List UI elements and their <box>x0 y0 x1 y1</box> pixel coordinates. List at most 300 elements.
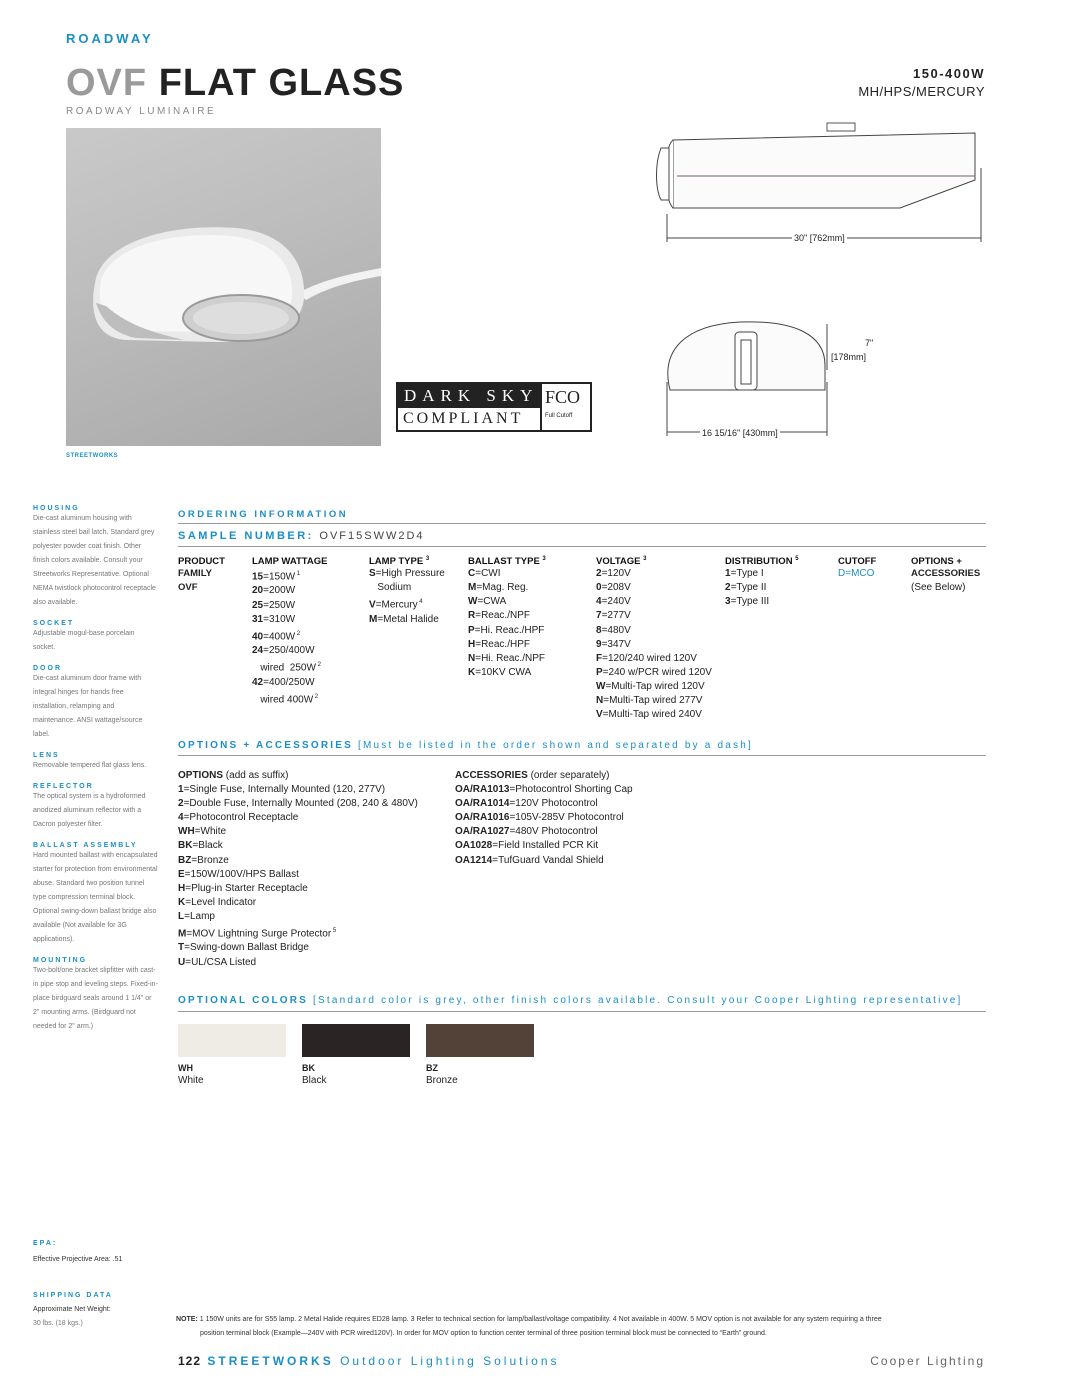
accessory-desc: =Photocontrol Shorting Cap <box>509 784 633 796</box>
option-desc: =Bronze <box>191 854 229 866</box>
option-item <box>178 868 448 882</box>
option-item <box>178 882 448 896</box>
option-code: M <box>178 928 187 940</box>
ordering-desc: =Mag. Reg. <box>476 582 529 594</box>
spec-heading: DOOR <box>33 665 62 672</box>
accessory-item <box>455 811 715 825</box>
ordering-code: 3 <box>725 596 731 608</box>
ordering-desc: (See Below) <box>911 582 966 594</box>
col-header-text: DISTRIBUTION <box>725 556 793 568</box>
ordering-line <box>911 567 991 581</box>
ordering-desc: =150W <box>263 571 296 583</box>
option-code: L <box>178 910 185 922</box>
accessories-list <box>455 769 715 868</box>
spec-text: Two-bolt/one bracket slipfitter with cast-in pipe stop and leveling steps. Fixed-in-place birdguard seals around 1 1/4" or 2" mounting arms. (Birdguard not needed for 2" arm.) <box>33 967 158 1030</box>
accessories-title-sub: (order separately) <box>530 770 610 781</box>
sidebar-specs <box>33 505 158 1034</box>
ordering-code: ACCESSORIES <box>911 568 981 579</box>
col-wattage <box>252 556 362 707</box>
sample-value: OVF15SWW2D4 <box>319 530 425 542</box>
ordering-desc: wired 400W <box>252 694 314 706</box>
swatch-color <box>178 1024 286 1057</box>
footnote-line-2: position terminal block (Example—240V with PCR wired120V). In order for MOV option to function center terminal of three position terminal block must be connected to “Earth” ground. <box>200 1330 767 1337</box>
dark-sky-badge <box>396 382 592 432</box>
ordering-line <box>252 676 362 690</box>
sample-rule <box>178 546 986 547</box>
options-list <box>178 769 448 970</box>
option-code: U <box>178 956 186 968</box>
ordering-code: 0 <box>596 582 602 594</box>
accessory-code: OA/RA1027 <box>455 826 510 838</box>
col-header <box>725 556 835 567</box>
shipping-value: 30 lbs. (18 kgs.) <box>33 1320 83 1327</box>
shipping-label: Approximate Net Weight: <box>33 1306 111 1313</box>
option-item <box>178 956 448 970</box>
ordering-line <box>468 624 588 638</box>
ordering-line <box>468 581 588 595</box>
spec-door <box>33 665 158 742</box>
option-item <box>178 839 448 853</box>
fco-label: FCO <box>545 387 581 407</box>
dark-sky-label: DARK SKY <box>404 386 539 405</box>
ordering-line <box>596 694 726 708</box>
ordering-code: P <box>468 624 475 636</box>
ordering-desc: =Reac./NPF <box>475 610 530 622</box>
ordering-desc: =250/400W <box>263 645 315 657</box>
option-code: BZ <box>178 854 192 866</box>
ordering-line <box>252 584 362 598</box>
spec-heading: MOUNTING <box>33 957 88 964</box>
ordering-line <box>252 644 362 658</box>
spec-lens <box>33 752 158 773</box>
ordering-line <box>596 595 726 609</box>
ordering-line <box>596 666 726 680</box>
col-header <box>596 556 726 567</box>
spec-text: Adjustable mogul-base porcelain socket. <box>33 630 135 651</box>
option-item <box>178 825 448 839</box>
option-desc: =UL/CSA Listed <box>185 956 257 968</box>
wattage-range: 150-400W <box>913 66 985 81</box>
col-header-sup: 3 <box>643 556 647 562</box>
ordering-line <box>252 567 362 584</box>
options-heading-note: [Must be listed in the order shown and separated by a dash] <box>358 740 753 751</box>
colors-rule <box>178 1011 986 1012</box>
accessory-desc: =120V Photocontrol <box>509 798 598 810</box>
product-photo <box>66 128 381 446</box>
ordering-code: 42 <box>252 676 264 688</box>
ordering-line <box>369 595 469 612</box>
col-header-sup: 3 <box>425 556 430 562</box>
colors-heading-text: OPTIONAL COLORS <box>178 995 309 1006</box>
option-desc: =Plug-in Starter Receptacle <box>185 882 308 894</box>
ordering-desc: =200W <box>263 585 296 597</box>
ordering-line <box>468 652 588 666</box>
spec-heading: SOCKET <box>33 620 75 627</box>
option-desc: =White <box>194 826 227 838</box>
accessory-code: OA/RA1013 <box>455 784 510 796</box>
ordering-code: 8 <box>596 624 602 636</box>
spec-heading: LENS <box>33 752 60 759</box>
ordering-code: 20 <box>252 585 264 597</box>
ordering-code: 25 <box>252 599 264 611</box>
col-header-sup: 3 <box>542 556 546 562</box>
options-rule <box>178 755 986 756</box>
swatch-name: White <box>178 1075 204 1086</box>
footer-left <box>178 1354 560 1368</box>
dark-sky-text-block <box>398 384 540 430</box>
spec-socket <box>33 620 158 655</box>
accessory-item <box>455 797 715 811</box>
option-footnote-ref: 5 <box>331 928 337 935</box>
ordering-line <box>596 708 726 722</box>
ordering-line <box>725 595 835 609</box>
ordering-desc: =MCO <box>845 568 875 579</box>
ordering-line <box>596 680 726 694</box>
accessory-code: OA1028 <box>455 840 493 852</box>
option-desc: =Swing-down Ballast Bridge <box>184 942 309 954</box>
option-item <box>178 797 448 811</box>
ordering-line <box>252 690 362 707</box>
note-text-1: 1 150W units are for S55 lamp. 2 Metal Halide requires ED28 lamp. 3 Refer to technical section for lamp/ballast/voltage compatibility. 4 Not available in 400W. 5 MOV option is not available for any system requiring a three <box>199 1316 882 1323</box>
ordering-desc: Sodium <box>369 582 412 594</box>
ordering-desc: =Hi. Reac./NPF <box>475 652 545 664</box>
ordering-line <box>596 652 726 666</box>
footer-brand: STREETWORKS <box>207 1354 334 1368</box>
ordering-desc: =Mercury <box>375 599 418 611</box>
section-tag: ROADWAY <box>66 31 154 46</box>
option-code: 2 <box>178 798 184 810</box>
ordering-line <box>838 567 908 581</box>
col-body <box>178 567 248 595</box>
ordering-line <box>369 581 469 595</box>
ordering-desc: =400W <box>263 631 296 643</box>
length-dimension: 30" [762mm] <box>794 233 845 243</box>
ordering-desc: =277V <box>601 610 631 622</box>
col-header: OPTIONS + <box>911 556 962 567</box>
spec-heading: BALLAST ASSEMBLY <box>33 842 138 849</box>
compliant-band <box>398 408 540 430</box>
epa-line <box>33 1253 173 1267</box>
ordering-code: 24 <box>252 645 264 657</box>
side-view-drawing <box>655 118 995 248</box>
ordering-desc: wired 250W <box>252 662 316 674</box>
ordering-desc: =Multi-Tap wired 277V <box>603 695 703 706</box>
option-desc: =Black <box>192 840 223 852</box>
col-header <box>369 556 469 567</box>
col-header-text: LAMP TYPE <box>369 556 424 568</box>
footnote-line-1 <box>176 1313 986 1327</box>
ordering-desc: =Multi-Tap wired 240V <box>602 709 702 721</box>
col-header-sup: 5 <box>795 556 799 562</box>
option-code: 1 <box>178 784 184 796</box>
option-item <box>178 910 448 924</box>
col-header <box>468 556 588 567</box>
ordering-desc: =CWA <box>477 596 507 608</box>
ordering-code: R <box>468 610 476 622</box>
ordering-code: N <box>596 695 604 706</box>
swatch-black <box>302 1024 410 1086</box>
ordering-code: S <box>369 568 376 580</box>
option-item <box>178 924 448 941</box>
spec-text: Die-cast aluminum door frame with integral hinges for hands free installation, relamping and maintenance. ANSI wattage/source label. <box>33 675 143 738</box>
ordering-desc: =High Pressure <box>375 568 445 580</box>
option-code: BK <box>178 840 193 852</box>
epa-block <box>33 1240 173 1267</box>
spec-mounting <box>33 957 158 1034</box>
swatch-name: Black <box>302 1075 327 1086</box>
accessory-item <box>455 783 715 797</box>
ordering-code: H <box>468 638 476 650</box>
photo-credit: STREETWORKS <box>66 453 119 459</box>
ordering-line <box>596 624 726 638</box>
option-desc: =Photocontrol Receptacle <box>183 812 299 824</box>
ordering-line <box>596 567 726 581</box>
ordering-desc: =400/250W <box>263 676 315 688</box>
option-desc: =Single Fuse, Internally Mounted (120, 277V) <box>183 784 386 796</box>
swatch-white <box>178 1024 286 1086</box>
shipping-heading: SHIPPING DATA <box>33 1292 113 1299</box>
sample-number <box>178 530 425 542</box>
ordering-code: 7 <box>596 610 602 622</box>
ordering-code: M <box>468 582 477 594</box>
option-desc: =Double Fuse, Internally Mounted (208, 240 & 480V) <box>183 798 418 810</box>
epa-label: Effective Projective Area: <box>33 1256 111 1263</box>
ordering-desc: =240 w/PCR wired 120V <box>602 666 712 678</box>
options-heading-text: OPTIONS + ACCESSORIES <box>178 740 354 751</box>
ordering-code: FAMILY <box>178 568 212 579</box>
swatch-name: Bronze <box>426 1075 458 1086</box>
option-code: T <box>178 942 185 954</box>
ordering-code: OVF <box>178 582 198 594</box>
swatch-color <box>302 1024 410 1057</box>
ordering-line <box>369 567 469 581</box>
accessories-items <box>455 783 715 868</box>
ordering-code: 40 <box>252 631 264 643</box>
full-cutoff-label: Full Cutoff <box>545 413 573 419</box>
lamp-types: MH/HPS/MERCURY <box>858 84 985 99</box>
page-number: 122 <box>178 1354 202 1368</box>
page-subtitle: ROADWAY LUMINAIRE <box>66 106 217 117</box>
ordering-code: 1 <box>725 568 731 580</box>
title-prefix: OVF <box>66 62 148 104</box>
title-main: FLAT GLASS <box>158 62 405 104</box>
swatch-code: BZ <box>426 1063 438 1073</box>
ordering-desc: =Type I <box>730 568 764 580</box>
ordering-line <box>252 599 362 613</box>
ordering-code: N <box>468 652 476 664</box>
spec-heading: REFLECTOR <box>33 783 94 790</box>
epa-value: .51 <box>112 1256 123 1263</box>
col-ballast <box>468 556 588 680</box>
option-code: WH <box>178 826 195 838</box>
front-view-drawing <box>655 310 855 440</box>
spec-text: Hard mounted ballast with encapsulated starter for protection from environmental abuse. Standard two position tunnel type compression terminal block. Optional swing-down ballast bridge also available (Not available for 3G applications). <box>33 852 158 943</box>
ordering-desc: =310W <box>263 613 296 625</box>
ordering-code: V <box>369 599 376 611</box>
options-title <box>178 769 448 783</box>
col-distribution <box>725 556 835 609</box>
ordering-line <box>468 595 588 609</box>
ordering-line <box>596 638 726 652</box>
swatch-code: BK <box>302 1063 315 1073</box>
ordering-desc: =120/240 wired 120V <box>602 652 697 664</box>
ordering-footnote-ref: 2 <box>313 693 319 700</box>
col-header: LAMP WATTAGE <box>252 556 328 567</box>
ordering-line <box>468 567 588 581</box>
option-code: H <box>178 882 186 894</box>
ordering-line <box>596 581 726 595</box>
ordering-desc: =CWI <box>475 568 501 580</box>
page-title <box>66 62 404 105</box>
ordering-desc: =240V <box>601 596 631 608</box>
ordering-line <box>178 567 248 581</box>
swatch-code: WH <box>178 1063 193 1073</box>
spec-text: Die-cast aluminum housing with stainless steel bail latch. Standard grey polyester powder coat finish. Other finish colors available. Consult your Streetworks Representative. Optional NEMA twistlock photocontrol receptacle also available. <box>33 515 156 606</box>
footer-company: Cooper Lighting <box>870 1354 985 1368</box>
ordering-desc: =Metal Halide <box>377 613 439 625</box>
ordering-line <box>911 581 991 595</box>
ordering-footnote-ref: 1 <box>295 571 301 577</box>
ordering-code: 4 <box>596 596 602 608</box>
spec-housing <box>33 505 158 610</box>
col-body <box>369 567 469 627</box>
colors-heading-note: [Standard color is grey, other finish colors available. Consult your Cooper Lighting representative] <box>313 995 963 1006</box>
accessory-code: OA1214 <box>455 854 493 866</box>
option-desc: =Level Indicator <box>185 896 257 908</box>
ordering-code: F <box>596 652 603 664</box>
col-body <box>596 567 726 722</box>
option-item <box>178 811 448 825</box>
accessory-desc: =TufGuard Vandal Shield <box>492 854 604 866</box>
option-item <box>178 941 448 955</box>
accessory-code: OA/RA1014 <box>455 798 510 810</box>
sample-label: SAMPLE NUMBER: <box>178 530 314 542</box>
ordering-footnote-ref: 2 <box>295 630 301 637</box>
luminaire-photo-illustration <box>66 128 381 446</box>
option-item <box>178 896 448 910</box>
col-body <box>252 567 362 707</box>
col-options <box>911 556 991 595</box>
col-header: CUTOFF <box>838 556 877 567</box>
ordering-desc: =250W <box>263 599 296 611</box>
ordering-code: M <box>369 613 378 625</box>
accessory-item <box>455 825 715 839</box>
swatch-bronze <box>426 1024 534 1086</box>
ordering-desc: =Type II <box>730 582 767 594</box>
col-body <box>838 567 908 581</box>
ordering-heading: ORDERING INFORMATION <box>178 509 349 520</box>
option-item <box>178 854 448 868</box>
ordering-code: 9 <box>596 638 602 650</box>
accessories-title-text: ACCESSORIES <box>455 770 528 781</box>
ordering-code: 2 <box>725 582 731 594</box>
spec-text: Removable tempered flat glass lens. <box>33 762 147 769</box>
ordering-line <box>725 581 835 595</box>
ordering-code: K <box>468 666 476 678</box>
ordering-code: 2 <box>596 568 602 580</box>
ordering-desc: =Type III <box>730 596 770 608</box>
options-accessories-heading <box>178 740 753 751</box>
accessory-desc: =480V Photocontrol <box>509 826 598 838</box>
options-title-text: OPTIONS <box>178 770 224 781</box>
width-dimension: 16 15/16" [430mm] <box>702 428 778 438</box>
ordering-desc: =480V <box>601 624 631 636</box>
ordering-code: W <box>596 680 606 692</box>
ordering-desc: =Hi. Reac./HPF <box>474 624 545 636</box>
ordering-code: C <box>468 568 476 580</box>
ordering-code: V <box>596 709 603 721</box>
height-dimension-mm: [178mm] <box>831 352 867 362</box>
ordering-desc: =10KV CWA <box>475 666 532 678</box>
accessory-desc: =105V-285V Photocontrol <box>509 812 624 824</box>
ordering-line <box>468 609 588 623</box>
ordering-desc: =Multi-Tap wired 120V <box>605 680 705 692</box>
ordering-footnote-ref: 2 <box>315 662 321 669</box>
fco-block <box>540 384 590 430</box>
spec-ballast <box>33 842 158 947</box>
ordering-code: 31 <box>252 613 264 625</box>
option-code: 4 <box>178 812 184 824</box>
col-lamp <box>369 556 469 627</box>
ordering-line <box>369 613 469 627</box>
options-title-sub: (add as suffix) <box>225 770 289 781</box>
col-body <box>911 567 991 595</box>
col-header: PRODUCT <box>178 556 225 567</box>
spec-heading: HOUSING <box>33 505 80 512</box>
spec-reflector <box>33 783 158 832</box>
option-desc: =MOV Lightning Surge Protector <box>186 928 332 940</box>
col-body <box>725 567 835 609</box>
height-dimension-in: 7" <box>865 338 874 348</box>
note-label: NOTE: <box>176 1316 198 1323</box>
optional-colors-heading <box>178 995 963 1006</box>
accessory-desc: =Field Installed PCR Kit <box>492 840 599 852</box>
accessory-code: OA/RA1016 <box>455 812 510 824</box>
ordering-line <box>252 627 362 644</box>
accessories-title <box>455 769 715 783</box>
ordering-line <box>178 581 248 595</box>
ordering-line <box>252 613 362 627</box>
footer-tagline: Outdoor Lighting Solutions <box>340 1354 560 1368</box>
shipping-block <box>33 1292 173 1331</box>
col-product <box>178 556 248 595</box>
ordering-code: W <box>468 596 478 608</box>
ordering-code: P <box>596 666 603 678</box>
ordering-desc: =208V <box>601 582 631 594</box>
ordering-desc: =120V <box>601 568 631 580</box>
col-voltage <box>596 556 726 722</box>
ordering-line <box>596 609 726 623</box>
epa-heading: EPA: <box>33 1240 58 1247</box>
col-body <box>468 567 588 680</box>
accessory-item <box>455 854 715 868</box>
ordering-line <box>725 567 835 581</box>
col-header-text: VOLTAGE <box>596 556 641 568</box>
option-item <box>178 783 448 797</box>
ordering-desc: =Reac./HPF <box>475 638 530 650</box>
option-code: E <box>178 868 185 880</box>
ordering-code: 15 <box>252 571 264 583</box>
ordering-footnote-ref: 4 <box>417 599 423 606</box>
ordering-line <box>468 638 588 652</box>
option-desc: =150W/100V/HPS Ballast <box>184 868 299 880</box>
accessory-item <box>455 839 715 853</box>
option-desc: =Lamp <box>184 910 215 922</box>
col-cutoff <box>838 556 908 581</box>
ordering-line <box>252 658 362 675</box>
swatch-color <box>426 1024 534 1057</box>
ordering-desc: =347V <box>601 638 631 650</box>
